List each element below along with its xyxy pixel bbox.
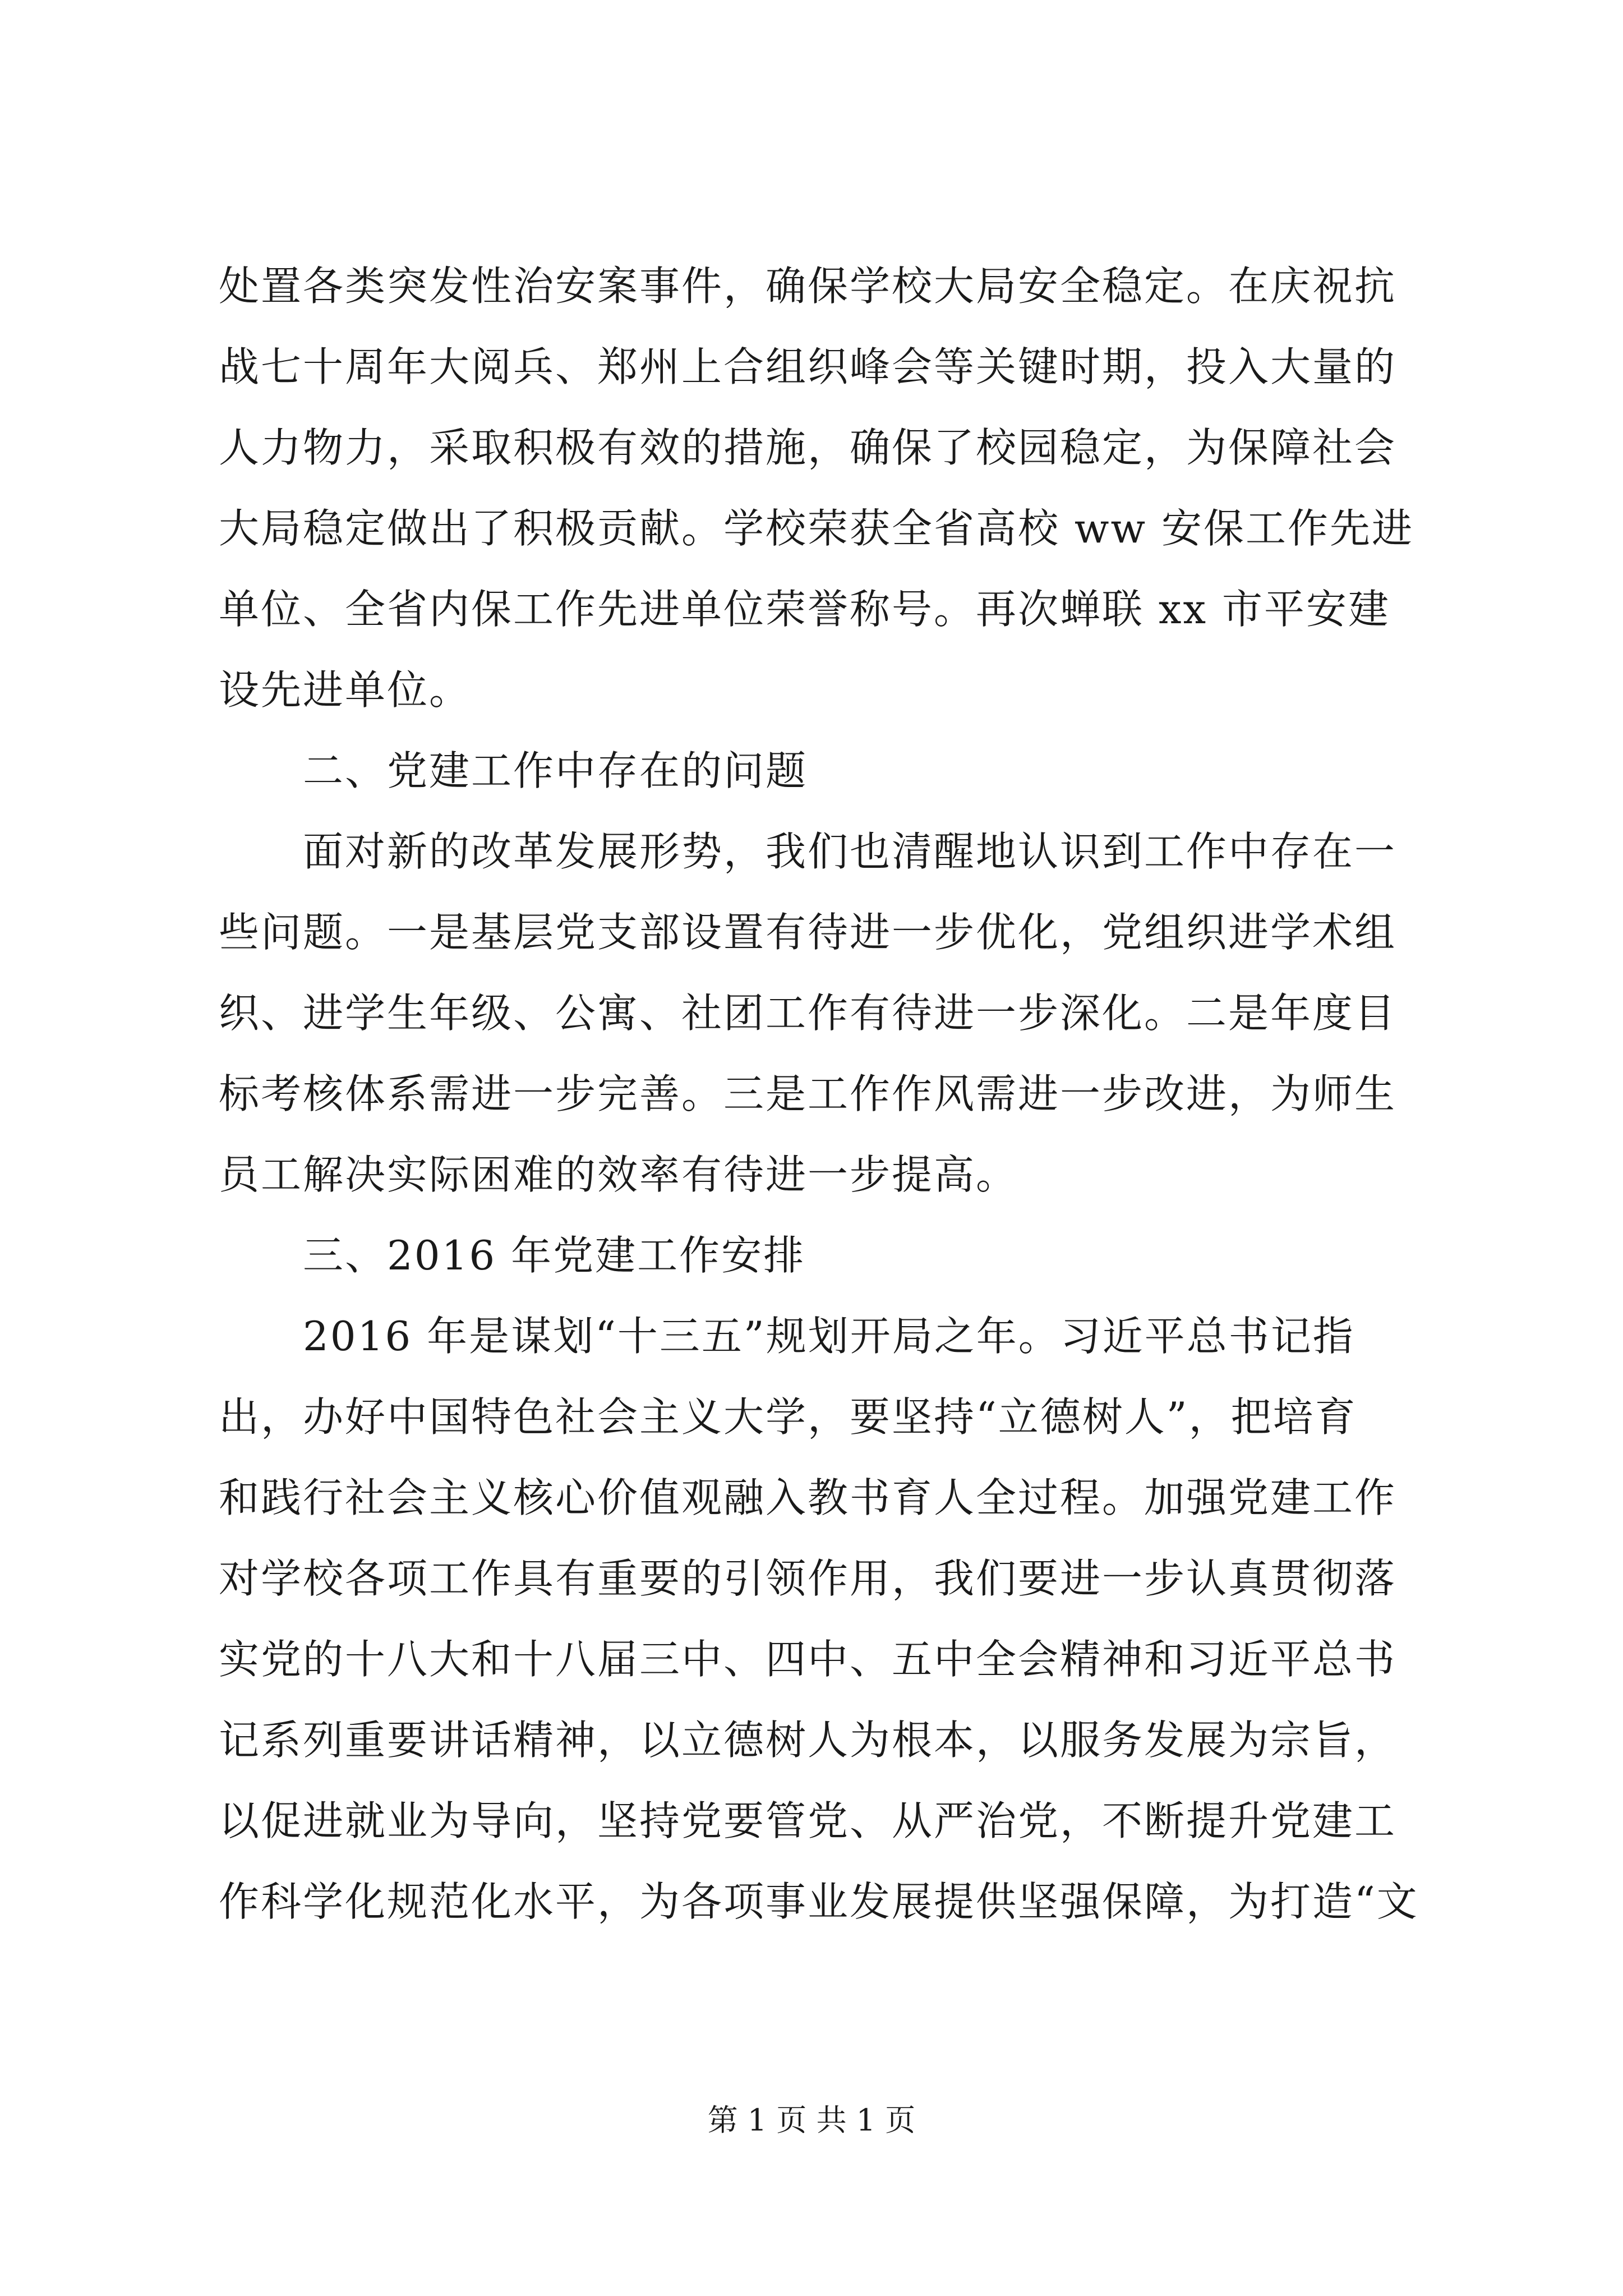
body-line: 记系列重要讲话精神，以立德树人为根本，以服务发展为宗旨，: [219, 1717, 1397, 1764]
section-heading: 二、党建工作中存在的问题: [303, 747, 808, 794]
body-line: 标考核体系需进一步完善。三是工作作风需进一步改进，为师生: [219, 1070, 1397, 1117]
body-line: 实党的十八大和十八届三中、四中、五中全会精神和习近平总书: [219, 1636, 1397, 1683]
body-line: 和践行社会主义核心价值观融入教书育人全过程。加强党建工作: [219, 1474, 1397, 1521]
body-line: 织、进学生年级、公寓、社团工作有待进一步深化。二是年度目: [219, 990, 1397, 1037]
body-line: 处置各类突发性治安案事件，确保学校大局安全稳定。在庆祝抗: [219, 263, 1397, 310]
body-line: 设先进单位。: [219, 666, 472, 714]
body-line: 面对新的改革发展形势，我们也清醒地认识到工作中存在一: [303, 828, 1397, 875]
body-line: 些问题。一是基层党支部设置有待进一步优化，党组织进学术组: [219, 909, 1397, 956]
body-line: 人力物力，采取积极有效的措施，确保了校园稳定，为保障社会: [219, 424, 1397, 471]
section-heading: 三、2016 年党建工作安排: [303, 1232, 806, 1279]
body-line: 对学校各项工作具有重要的引领作用，我们要进一步认真贯彻落: [219, 1555, 1397, 1602]
page-number-footer: 第 1 页 共 1 页: [707, 2102, 916, 2138]
body-line: 大局稳定做出了积极贡献。学校荣获全省高校 ww 安保工作先进: [219, 505, 1414, 552]
body-line: 出，办好中国特色社会主义大学，要坚持“立德树人”，把培育: [219, 1393, 1357, 1441]
body-line: 单位、全省内保工作先进单位荣誉称号。再次蝉联 xx 市平安建: [219, 586, 1390, 633]
body-line: 作科学化规范化水平，为各项事业发展提供坚强保障，为打造“文: [219, 1878, 1419, 1925]
body-line: 员工解决实际困难的效率有待进一步提高。: [219, 1151, 1018, 1198]
body-line: 以促进就业为导向，坚持党要管党、从严治党，不断提升党建工: [219, 1797, 1397, 1844]
body-line: 2016 年是谋划“十三五”规划开局之年。习近平总书记指: [303, 1313, 1355, 1360]
body-line: 战七十周年大阅兵、郑州上合组织峰会等关键时期，投入大量的: [219, 343, 1397, 390]
